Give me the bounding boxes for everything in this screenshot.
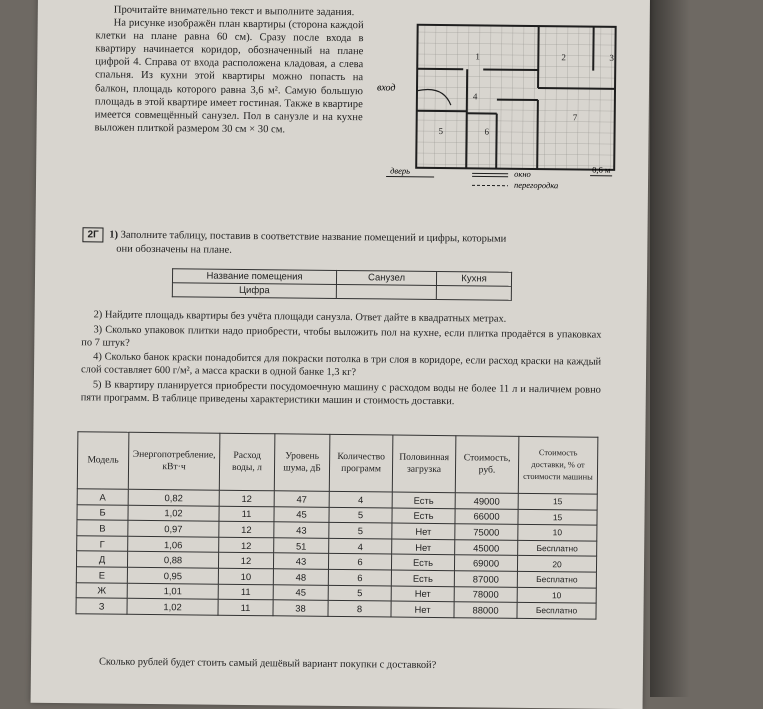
table-cell: Д bbox=[76, 551, 127, 567]
table-cell: 8 bbox=[328, 601, 391, 617]
header-water: Расход воды, л bbox=[219, 433, 275, 491]
question-5: 5) В квартиру планируется приобрести посудомоечную машину с расходом воды не более 11 л и наличием ровно пяти программ. В таблице приведены характеристики машин и стоимость доставки. bbox=[81, 379, 601, 410]
table-cell: 5 bbox=[329, 507, 392, 523]
table-cell: 88000 bbox=[454, 602, 517, 618]
table-cell: 0,95 bbox=[127, 567, 218, 584]
table-cell: Бесплатно bbox=[517, 571, 596, 587]
table-cell: В bbox=[77, 520, 128, 536]
table-cell: 15 bbox=[518, 493, 597, 509]
table-cell: 49000 bbox=[455, 493, 518, 509]
table-cell: 11 bbox=[218, 599, 273, 615]
table-cell: 12 bbox=[219, 537, 274, 553]
table-cell: 12 bbox=[219, 490, 274, 506]
table-cell: 1,02 bbox=[128, 505, 219, 522]
header-half-load: Половинная загрузка bbox=[392, 435, 456, 493]
dishwasher-table bbox=[75, 431, 598, 619]
question-1-number: 1) bbox=[109, 230, 118, 241]
table-cell: 1,02 bbox=[127, 598, 218, 615]
room-number-3: 3 bbox=[609, 53, 614, 63]
door-legend-label: дверь bbox=[390, 165, 410, 175]
table-cell: Нет bbox=[392, 523, 455, 539]
rooms-table-row-label: Цифра bbox=[172, 283, 336, 299]
table-cell: 75000 bbox=[455, 524, 518, 540]
door-legend-line bbox=[386, 176, 434, 177]
page-edge-shadow bbox=[650, 0, 690, 697]
partition-legend-label: перегородка bbox=[514, 180, 558, 190]
table-cell: Нет bbox=[391, 601, 454, 617]
final-question: Сколько рублей будет стоить самый дешёвый вариант покупки с доставкой? bbox=[99, 656, 579, 672]
header-model: Модель bbox=[77, 432, 129, 490]
intro-description: На рисунке изображён план квартиры (сторона каждой клетки на плане равна 60 см). Сразу после входа в квартиру начинается коридор, обозначенный на плане цифрой 4. Справа от входа расположена кладовая, а слева спальня. Из кухни этой квартиры можно попасть на балкон, площадь которого равна 3,6 м². Самую большую площадь в этой квартире имеет гостиная. Также в квартире имеется совмещённый санузел. Пол в санузле и на кухне выложен плиткой размером 30 см × 30 см. bbox=[95, 16, 364, 137]
table-cell: 87000 bbox=[454, 571, 517, 587]
room-number-7: 7 bbox=[573, 112, 578, 122]
table-cell: 66000 bbox=[455, 508, 518, 524]
question-4: 4) Сколько банок краски понадобится для покраски потолка в три слоя в коридоре, если расход краски на каждый слой составляет 600 г/м², а масса краски в одной банке 1,3 кг? bbox=[81, 352, 601, 383]
table-cell: 1,01 bbox=[127, 583, 218, 600]
table-cell: Бесплатно bbox=[517, 603, 596, 619]
table-cell: 10 bbox=[518, 525, 597, 541]
table-cell: 45 bbox=[273, 584, 328, 600]
table-cell: 4 bbox=[329, 538, 392, 554]
rooms-table-header-cell: Название помещения bbox=[172, 269, 336, 285]
room-number-2: 2 bbox=[561, 52, 566, 62]
table-cell: Ж bbox=[76, 582, 127, 598]
header-noise: Уровень шума, дБ bbox=[274, 434, 330, 492]
questions-block bbox=[81, 309, 602, 412]
worksheet-page bbox=[31, 0, 650, 709]
table-cell: 51 bbox=[274, 538, 329, 554]
rooms-table-header-cell: Санузел bbox=[336, 270, 436, 285]
table-cell: 20 bbox=[517, 556, 596, 572]
table-cell: 5 bbox=[328, 585, 391, 601]
task-header bbox=[82, 227, 602, 260]
table-cell: 10 bbox=[517, 587, 596, 603]
table-cell: 1,06 bbox=[128, 536, 219, 553]
scale-label: 0,6 м bbox=[592, 165, 611, 175]
table-cell: 12 bbox=[219, 521, 274, 537]
table-cell: 43 bbox=[274, 522, 329, 538]
rooms-table-answer-cell-kitchen[interactable] bbox=[436, 285, 511, 300]
table-cell: 45000 bbox=[455, 539, 518, 555]
task-number-badge: 2Г bbox=[82, 227, 103, 242]
dishwasher-table-body bbox=[76, 489, 597, 619]
rooms-table-answer-cell-bathroom[interactable] bbox=[336, 284, 436, 299]
header-delivery: Стоимость доставки, % от стоимости машины bbox=[518, 436, 598, 494]
table-cell: 11 bbox=[219, 506, 274, 522]
table-cell: 11 bbox=[218, 584, 273, 600]
table-cell: 12 bbox=[218, 553, 273, 569]
table-cell: 6 bbox=[328, 554, 391, 570]
table-cell: 0,88 bbox=[127, 552, 218, 569]
rooms-table-header-cell: Кухня bbox=[437, 271, 512, 286]
room-number-5: 5 bbox=[439, 126, 444, 136]
table-cell: Б bbox=[77, 504, 128, 520]
table-cell: 5 bbox=[329, 523, 392, 539]
question-1-continuation: они обозначены на плане. bbox=[82, 242, 602, 260]
rooms-table bbox=[172, 268, 512, 301]
apartment-plan bbox=[346, 20, 640, 203]
question-3: 3) Сколько упаковок плитки надо приобрести, чтобы выложить пол на кухне, если плитка продаётся в упаковках по 7 штук? bbox=[81, 324, 601, 355]
table-cell: 6 bbox=[328, 569, 391, 585]
table-cell: Нет bbox=[391, 586, 454, 602]
question-2: 2) Найдите площадь квартиры без учёта площади санузла. Ответ дайте в квадратных метрах. bbox=[82, 309, 602, 327]
table-cell: 48 bbox=[273, 569, 328, 585]
room-number-4: 4 bbox=[473, 91, 478, 101]
table-cell: 45 bbox=[274, 506, 329, 522]
table-cell: Есть bbox=[391, 554, 454, 570]
table-cell: 4 bbox=[329, 491, 392, 507]
table-cell: А bbox=[77, 489, 128, 505]
table-cell: Е bbox=[76, 567, 127, 583]
table-cell: Есть bbox=[392, 508, 455, 524]
table-cell: 0,82 bbox=[128, 489, 219, 506]
table-cell: Есть bbox=[392, 492, 455, 508]
table-cell: 47 bbox=[274, 491, 329, 507]
table-cell: 0,97 bbox=[128, 520, 219, 537]
intro-instruction: Прочитайте внимательно текст и выполните задания. bbox=[96, 3, 364, 19]
table-cell: 43 bbox=[273, 553, 328, 569]
table-cell: 10 bbox=[218, 568, 273, 584]
table-cell: 38 bbox=[273, 600, 328, 616]
header-price: Стоимость, руб. bbox=[455, 436, 519, 494]
intro-text bbox=[95, 3, 364, 137]
rooms-table-answer-row bbox=[172, 283, 511, 301]
table-cell: З bbox=[76, 598, 127, 614]
table-cell: 15 bbox=[518, 509, 597, 525]
window-legend-label: окно bbox=[514, 169, 531, 179]
dishwasher-table-header-row bbox=[77, 432, 598, 494]
room-number-6: 6 bbox=[485, 126, 490, 136]
room-number-1: 1 bbox=[475, 51, 480, 61]
table-cell: Нет bbox=[392, 539, 455, 555]
header-energy: Энергопотребление, кВт·ч bbox=[128, 432, 220, 490]
table-cell: Г bbox=[77, 536, 128, 552]
table-cell: Бесплатно bbox=[518, 540, 597, 556]
header-programs: Количество программ bbox=[329, 434, 393, 492]
table-cell: 69000 bbox=[454, 555, 517, 571]
table-cell: Есть bbox=[391, 570, 454, 586]
entrance-label: вход bbox=[377, 82, 396, 93]
table-cell: 78000 bbox=[454, 586, 517, 602]
question-1-text: Заполните таблицу, поставив в соответствие название помещений и цифры, которыми bbox=[121, 230, 507, 245]
